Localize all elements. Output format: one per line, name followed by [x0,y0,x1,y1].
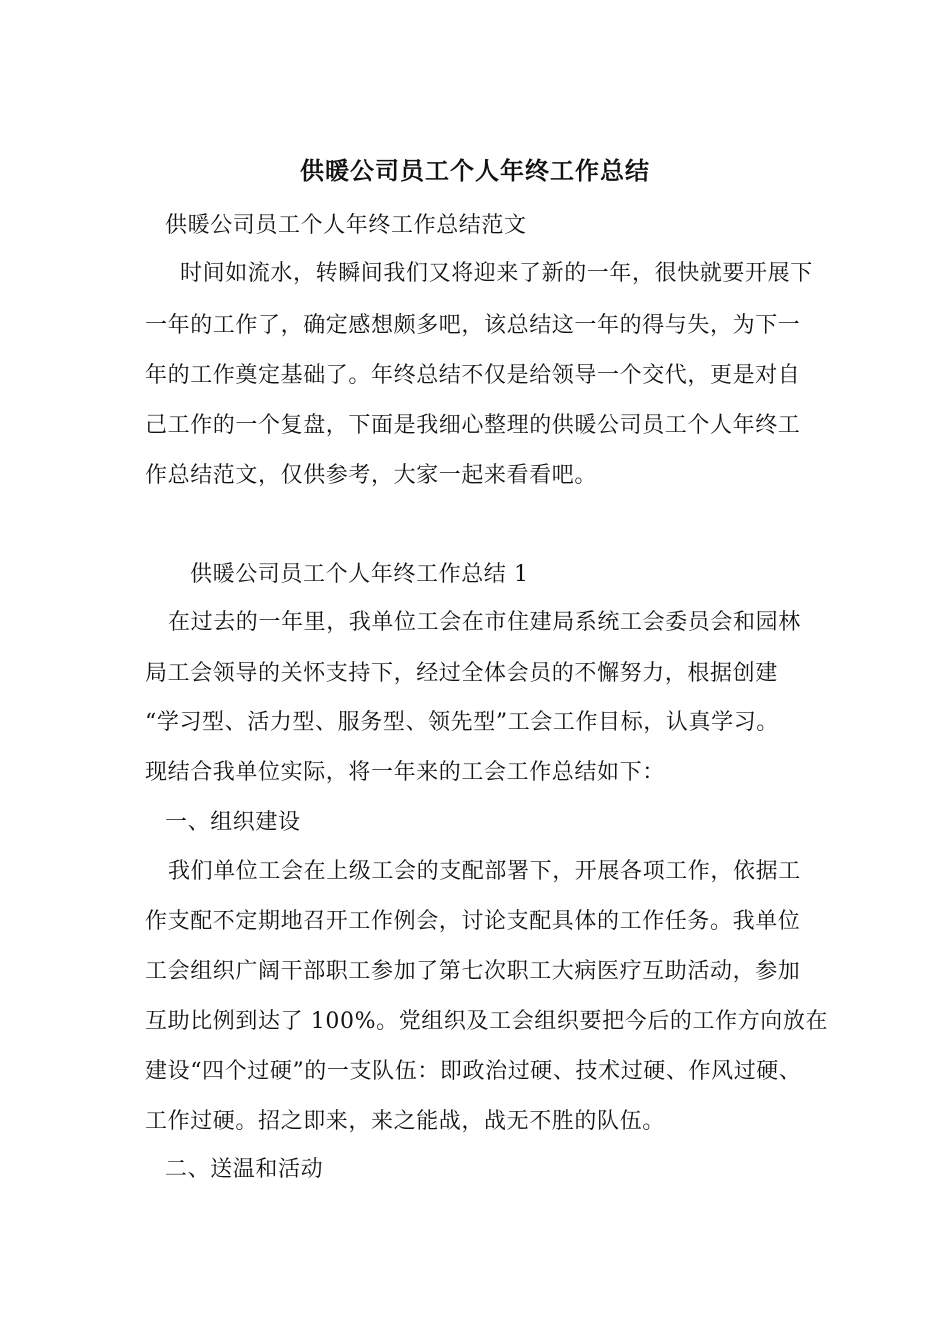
heading-organization: 一、组织建设 [165,810,301,835]
intro-line: 时间如流水，转瞬间我们又将迎来了新的一年，很快就要开展下 [180,261,813,286]
paragraph-line: “学习型、活力型、服务型、领先型”工会工作目标，认真学习。 [145,710,779,735]
document-title: 供暖公司员工个人年终工作总结 [300,156,650,185]
paragraph-line: 工作过硬。招之即来，来之能战，战无不胜的队伍。 [145,1109,665,1134]
paragraph-line: 我们单位工会在上级工会的支配部署下，开展各项工作，依据工 [168,859,801,884]
document-subtitle: 供暖公司员工个人年终工作总结范文 [165,213,527,238]
paragraph-line: 局工会领导的关怀支持下，经过全体会员的不懈努力，根据创建 [145,661,778,686]
intro-line: 年的工作奠定基础了。年终总结不仅是给领导一个交代，更是对自 [145,363,801,388]
paragraph-line: 作支配不定期地召开工作例会，讨论支配具体的工作任务。我单位 [145,909,801,934]
paragraph-line: 现结合我单位实际，将一年来的工会工作总结如下： [145,760,665,785]
paragraph-line: 建设“四个过硬”的一支队伍：即政治过硬、技术过硬、作风过硬、 [145,1059,802,1084]
intro-line: 作总结范文，仅供参考，大家一起来看看吧。 [145,463,598,488]
heading-warmth-activities: 二、送温和活动 [165,1157,324,1182]
paragraph-line: 工会组织广阔干部职工参加了第七次职工大病医疗互助活动，参加 [145,959,801,984]
paragraph-line: 在过去的一年里，我单位工会在市住建局系统工会委员会和园林 [168,610,801,635]
section-heading: 供暖公司员工个人年终工作总结 1 [190,562,529,587]
paragraph-line: 互助比例到达了 100%。党组织及工会组织要把今后的工作方向放在 [145,1009,829,1034]
intro-line: 一年的工作了，确定感想颇多吧，该总结这一年的得与失，为下一 [145,313,801,338]
intro-line: 己工作的一个复盘，下面是我细心整理的供暖公司员工个人年终工 [145,413,801,438]
